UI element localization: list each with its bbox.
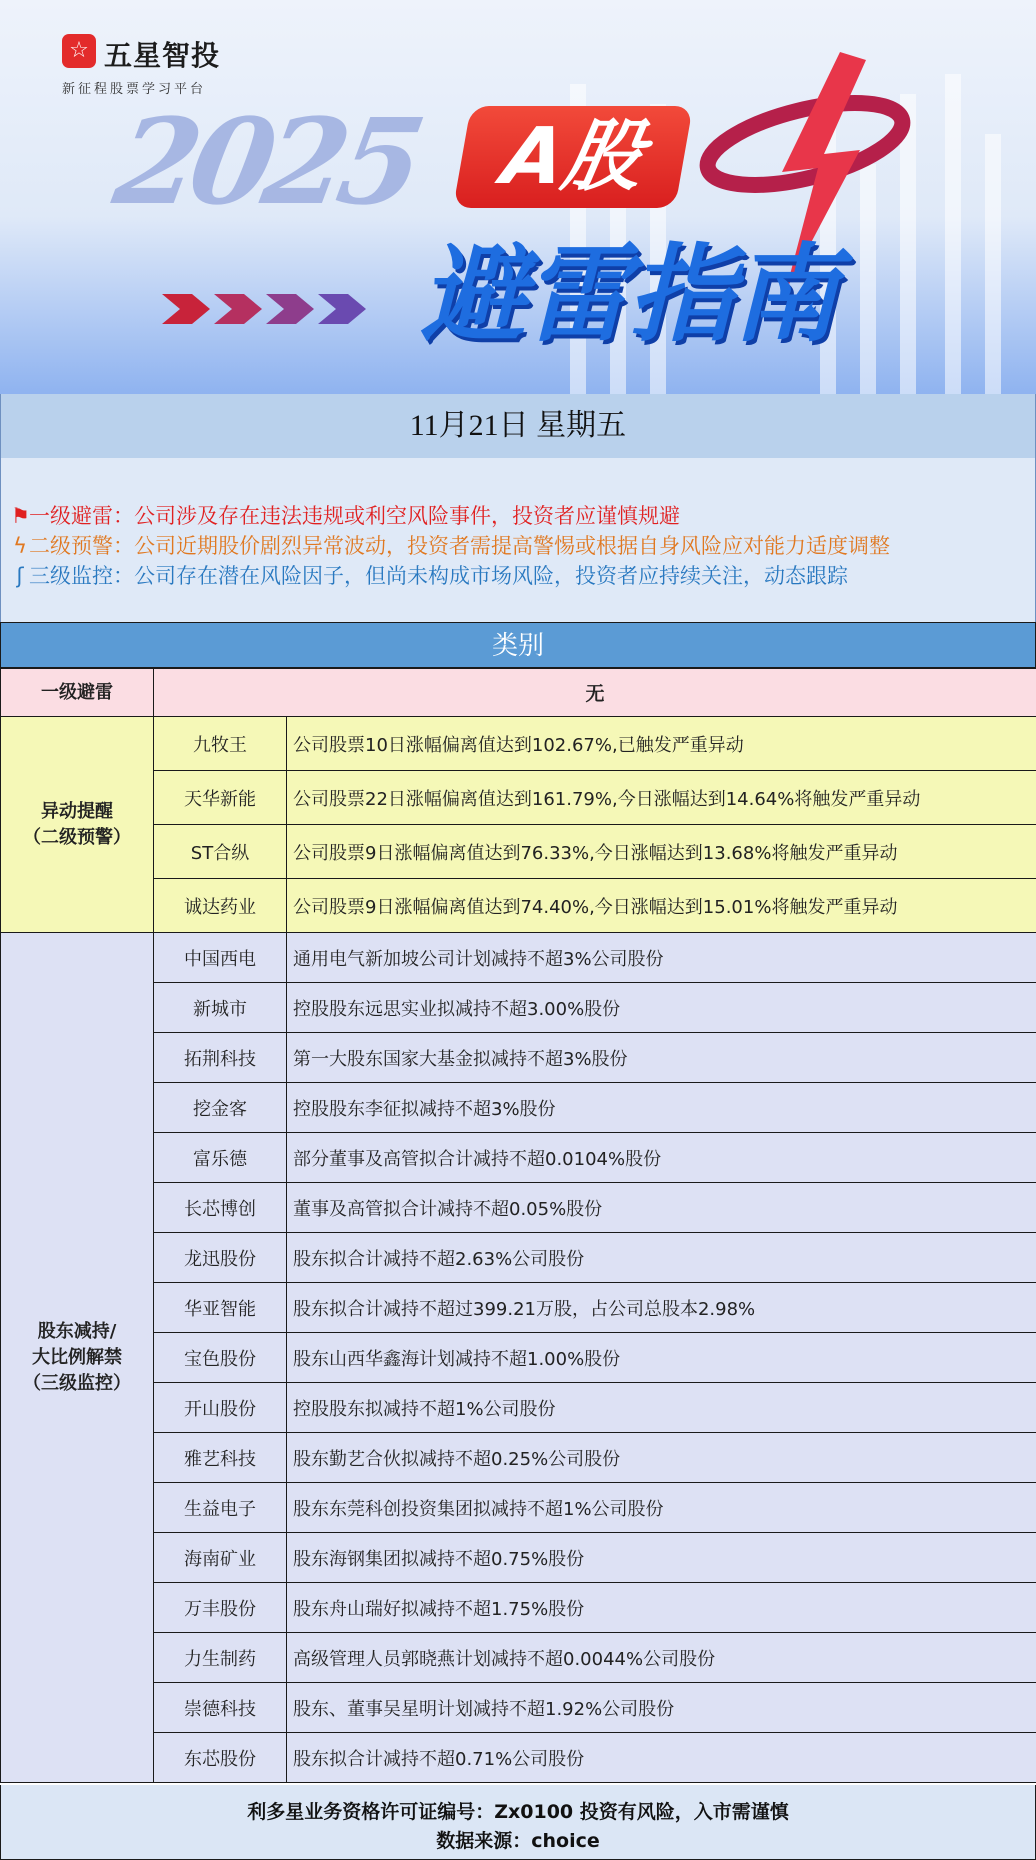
stock-description: 董事及高管拟合计减持不超0.05%股份 bbox=[287, 1183, 1036, 1233]
table-row bbox=[1, 1283, 1036, 1333]
legend-level2 bbox=[11, 530, 890, 560]
category-header: 类别 bbox=[0, 622, 1036, 668]
stock-name: 海南矿业 bbox=[154, 1533, 287, 1583]
table-row bbox=[1, 1183, 1036, 1233]
stock-description: 控股股东拟减持不超1%公司股份 bbox=[287, 1383, 1036, 1433]
table-row bbox=[1, 933, 1036, 983]
stock-name: 力生制药 bbox=[154, 1633, 287, 1683]
risk-table bbox=[0, 668, 1036, 1783]
legend-level2-text: 公司近期股价剧烈异常波动，投资者需提高警惕或根据自身风险应对能力适度调整 bbox=[134, 534, 890, 558]
level2-category bbox=[1, 717, 154, 933]
table-row bbox=[1, 1633, 1036, 1683]
legend-level1-text: 公司涉及存在违法违规或利空风险事件，投资者应谨慎规避 bbox=[134, 504, 680, 528]
table-row bbox=[1, 1383, 1036, 1433]
table-row bbox=[1, 1683, 1036, 1733]
stock-description: 股东海钢集团拟减持不超0.75%股份 bbox=[287, 1533, 1036, 1583]
stock-description: 公司股票9日涨幅偏离值达到74.40%,今日涨幅达到15.01%将触发严重异动 bbox=[287, 879, 1036, 933]
table-row bbox=[1, 1233, 1036, 1283]
stock-description: 股东东莞科创投资集团拟减持不超1%公司股份 bbox=[287, 1483, 1036, 1533]
stock-description: 通用电气新加坡公司计划减持不超3%公司股份 bbox=[287, 933, 1036, 983]
level3-category-line1: 股东减持/ bbox=[37, 1320, 117, 1342]
stock-description: 高级管理人员郭晓燕计划减持不超0.0044%公司股份 bbox=[287, 1633, 1036, 1683]
footer bbox=[0, 1785, 1036, 1860]
level3-category-line3: （三级监控） bbox=[23, 1372, 131, 1394]
table-row bbox=[1, 669, 1036, 717]
banner-title: 避雷指南 bbox=[420, 233, 836, 356]
table-row bbox=[1, 825, 1036, 879]
level1-value: 无 bbox=[154, 669, 1036, 717]
table-row bbox=[1, 1133, 1036, 1183]
star-logo-icon: ☆ bbox=[62, 34, 96, 68]
level3-category bbox=[1, 933, 154, 1783]
stock-description: 股东拟合计减持不超2.63%公司股份 bbox=[287, 1233, 1036, 1283]
footer-license: 利多星业务资格许可证编号：Zx0100 投资有风险，入市需谨慎 bbox=[247, 1801, 789, 1823]
brand-name: 五星智投 bbox=[104, 39, 221, 72]
stock-description: 股东、董事吴星明计划减持不超1.92%公司股份 bbox=[287, 1683, 1036, 1733]
stock-name: 富乐德 bbox=[154, 1133, 287, 1183]
stock-name: 挖金客 bbox=[154, 1083, 287, 1133]
stock-name: 拓荆科技 bbox=[154, 1033, 287, 1083]
stock-description: 股东拟合计减持不超0.71%公司股份 bbox=[287, 1733, 1036, 1783]
table-row bbox=[1, 1583, 1036, 1633]
stock-description: 公司股票10日涨幅偏离值达到102.67%,已触发严重异动 bbox=[287, 717, 1036, 771]
stock-name: 宝色股份 bbox=[154, 1333, 287, 1383]
legend-level3-text: 公司存在潜在风险因子，但尚未构成市场风险，投资者应持续关注，动态跟踪 bbox=[134, 564, 848, 588]
a-share-tag: A股 bbox=[453, 106, 693, 208]
lightning-icon: ϟ bbox=[13, 534, 27, 558]
table-row bbox=[1, 983, 1036, 1033]
stock-description: 第一大股东国家大基金拟减持不超3%股份 bbox=[287, 1033, 1036, 1083]
stock-name: 九牧王 bbox=[154, 717, 287, 771]
table-row bbox=[1, 717, 1036, 771]
table-row bbox=[1, 1333, 1036, 1383]
legend-level1 bbox=[11, 500, 680, 530]
brand-subtitle: 新征程股票学习平台 bbox=[62, 82, 207, 97]
stock-name: 新城市 bbox=[154, 983, 287, 1033]
risk-legend bbox=[0, 458, 1036, 622]
table-row bbox=[1, 1083, 1036, 1133]
stock-description: 部分董事及高管拟合计减持不超0.0104%股份 bbox=[287, 1133, 1036, 1183]
stock-name: 东芯股份 bbox=[154, 1733, 287, 1783]
stock-name: 长芯博创 bbox=[154, 1183, 287, 1233]
stock-description: 股东山西华鑫海计划减持不超1.00%股份 bbox=[287, 1333, 1036, 1383]
stock-description: 公司股票22日涨幅偏离值达到161.79%,今日涨幅达到14.64%将触发严重异动 bbox=[287, 771, 1036, 825]
stock-description: 股东拟合计减持不超过399.21万股，占公司总股本2.98% bbox=[287, 1283, 1036, 1333]
chevron-arrows-icon bbox=[162, 292, 392, 326]
level3-category-line2: 大比例解禁 bbox=[32, 1346, 122, 1368]
level1-category: 一级避雷 bbox=[1, 669, 154, 717]
flag-icon: ⚑ bbox=[11, 504, 30, 528]
table-row bbox=[1, 879, 1036, 933]
table-row bbox=[1, 1533, 1036, 1583]
stock-name: 中国西电 bbox=[154, 933, 287, 983]
stock-description: 控股股东远思实业拟减持不超3.00%股份 bbox=[287, 983, 1036, 1033]
table-row bbox=[1, 1033, 1036, 1083]
date-bar: 11月21日 星期五 bbox=[0, 394, 1036, 458]
legend-level2-label: 二级预警： bbox=[29, 534, 134, 558]
table-row bbox=[1, 1483, 1036, 1533]
stock-description: 公司股票9日涨幅偏离值达到76.33%,今日涨幅达到13.68%将触发严重异动 bbox=[287, 825, 1036, 879]
legend-level1-label: 一级避雷： bbox=[29, 504, 134, 528]
stock-description: 控股股东李征拟减持不超3%股份 bbox=[287, 1083, 1036, 1133]
stock-description: 股东舟山瑞好拟减持不超1.75%股份 bbox=[287, 1583, 1036, 1633]
level2-category-line1: 异动提醒 bbox=[41, 800, 113, 822]
stock-name: 龙迅股份 bbox=[154, 1233, 287, 1283]
header-banner bbox=[0, 0, 1036, 394]
stock-name: 雅艺科技 bbox=[154, 1433, 287, 1483]
table-row bbox=[1, 771, 1036, 825]
stock-name: 天华新能 bbox=[154, 771, 287, 825]
footer-source: 数据来源：choice bbox=[436, 1830, 600, 1852]
legend-level3 bbox=[11, 560, 848, 590]
hook-icon: ʃ bbox=[16, 564, 24, 588]
stock-name: 生益电子 bbox=[154, 1483, 287, 1533]
level2-category-line2: （二级预警） bbox=[23, 826, 131, 848]
stock-name: 诚达药业 bbox=[154, 879, 287, 933]
legend-level3-label: 三级监控： bbox=[29, 564, 134, 588]
stock-name: 开山股份 bbox=[154, 1383, 287, 1433]
stock-name: 万丰股份 bbox=[154, 1583, 287, 1633]
stock-name: 华亚智能 bbox=[154, 1283, 287, 1333]
stock-name: 崇德科技 bbox=[154, 1683, 287, 1733]
table-row bbox=[1, 1733, 1036, 1783]
stock-name: ST合纵 bbox=[154, 825, 287, 879]
banner-year: 2025 bbox=[105, 92, 427, 231]
stock-description: 股东勤艺合伙拟减持不超0.25%公司股份 bbox=[287, 1433, 1036, 1483]
table-row bbox=[1, 1433, 1036, 1483]
